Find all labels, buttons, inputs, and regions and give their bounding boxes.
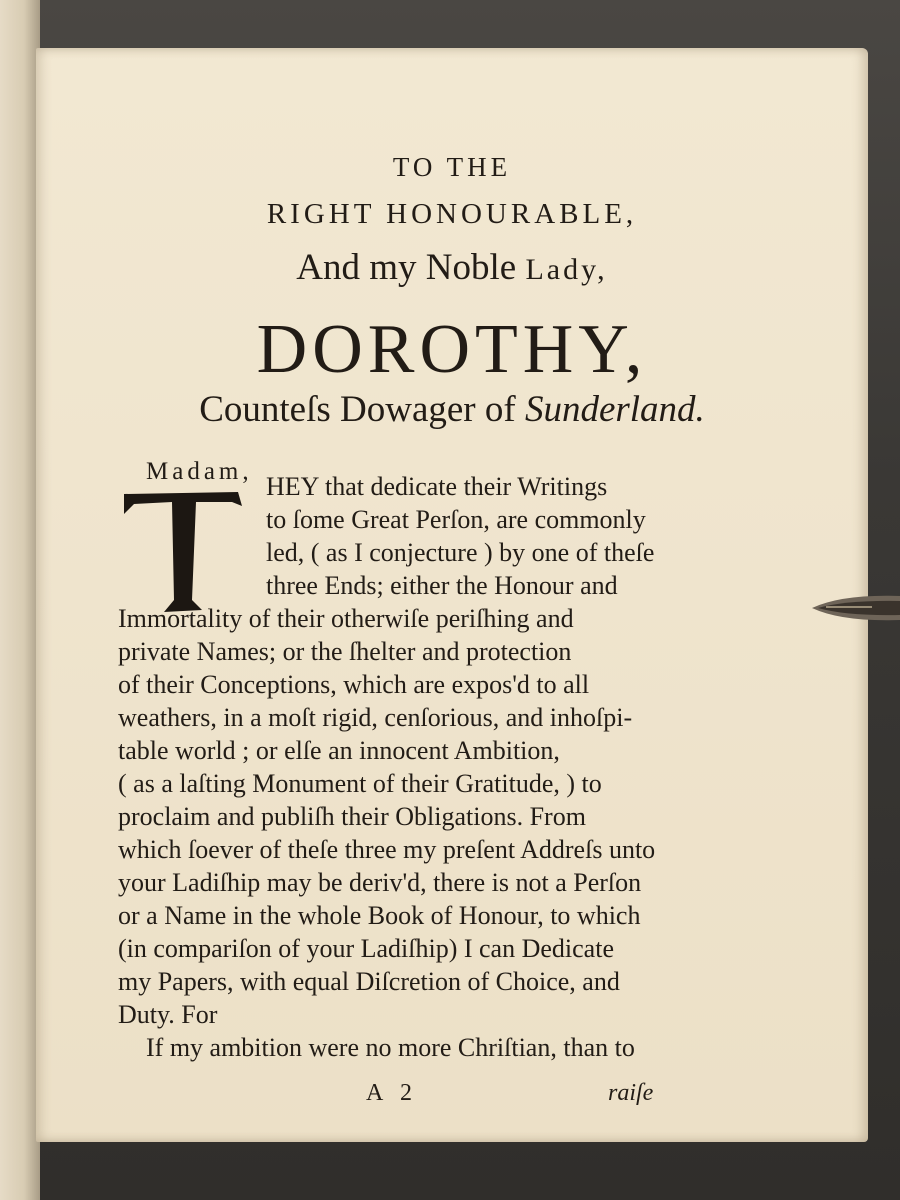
heading-line-1: TO THE bbox=[392, 152, 512, 182]
body-line: led, ( as I conjecture ) by one of theſe bbox=[266, 538, 655, 567]
body-line: table world ; or elſe an innocent Ambition, bbox=[118, 736, 560, 765]
body-line: of their Conceptions, which are expos'd to all bbox=[118, 670, 590, 699]
body-line: proclaim and publiſh their Obligations. From bbox=[118, 802, 586, 831]
body-line: private Names; or the ſhelter and protection bbox=[118, 637, 572, 666]
heading-line-5 bbox=[36, 388, 868, 431]
heading-line-3 bbox=[36, 246, 868, 289]
pen-nib-icon bbox=[812, 588, 900, 628]
body-line: If my ambition were no more Chriſtian, than to bbox=[146, 1033, 635, 1062]
body-line: Immortality of their otherwiſe periſhing and bbox=[118, 604, 574, 633]
folio-signature: A 2 bbox=[366, 1080, 419, 1106]
body-line: or a Name in the whole Book of Honour, to which bbox=[118, 901, 641, 930]
body-line: weathers, in a moſt rigid, cenſorious, and inhoſpi- bbox=[118, 703, 633, 732]
decorated-dropcap bbox=[120, 488, 246, 616]
salutation: Madam, bbox=[146, 458, 253, 485]
heading-line-3-smallcaps: Lady, bbox=[525, 253, 608, 286]
dedicatee-name: DOROTHY, bbox=[256, 311, 648, 388]
body-line: (in compariſon of your Ladiſhip) I can Dedicate bbox=[118, 934, 614, 963]
heading-line-3-prefix: And my Noble bbox=[296, 247, 526, 288]
body-line: to ſome Great Perſon, are commonly bbox=[266, 505, 646, 534]
body-line: three Ends; either the Honour and bbox=[266, 571, 618, 600]
catchword: raiſe bbox=[608, 1080, 654, 1106]
book-page bbox=[36, 48, 868, 1142]
body-line: your Ladiſhip may be deriv'd, there is not a Perſon bbox=[118, 868, 642, 897]
heading-line-5-place: Sunderland. bbox=[524, 389, 705, 430]
heading-line-5-prefix: Counteſs Dowager of bbox=[199, 389, 525, 430]
body-line: my Papers, with equal Diſcretion of Choice, and bbox=[118, 967, 620, 996]
book-cover-edge bbox=[0, 0, 40, 1200]
heading-line-2: RIGHT HONOURABLE, bbox=[266, 198, 638, 230]
body-line: Duty. For bbox=[118, 1000, 218, 1029]
body-line: which ſoever of theſe three my preſent Addreſs unto bbox=[118, 835, 656, 864]
body-line: ( as a laſting Monument of their Gratitude, ) to bbox=[118, 769, 602, 798]
body-line: HEY that dedicate their Writings bbox=[266, 472, 608, 501]
